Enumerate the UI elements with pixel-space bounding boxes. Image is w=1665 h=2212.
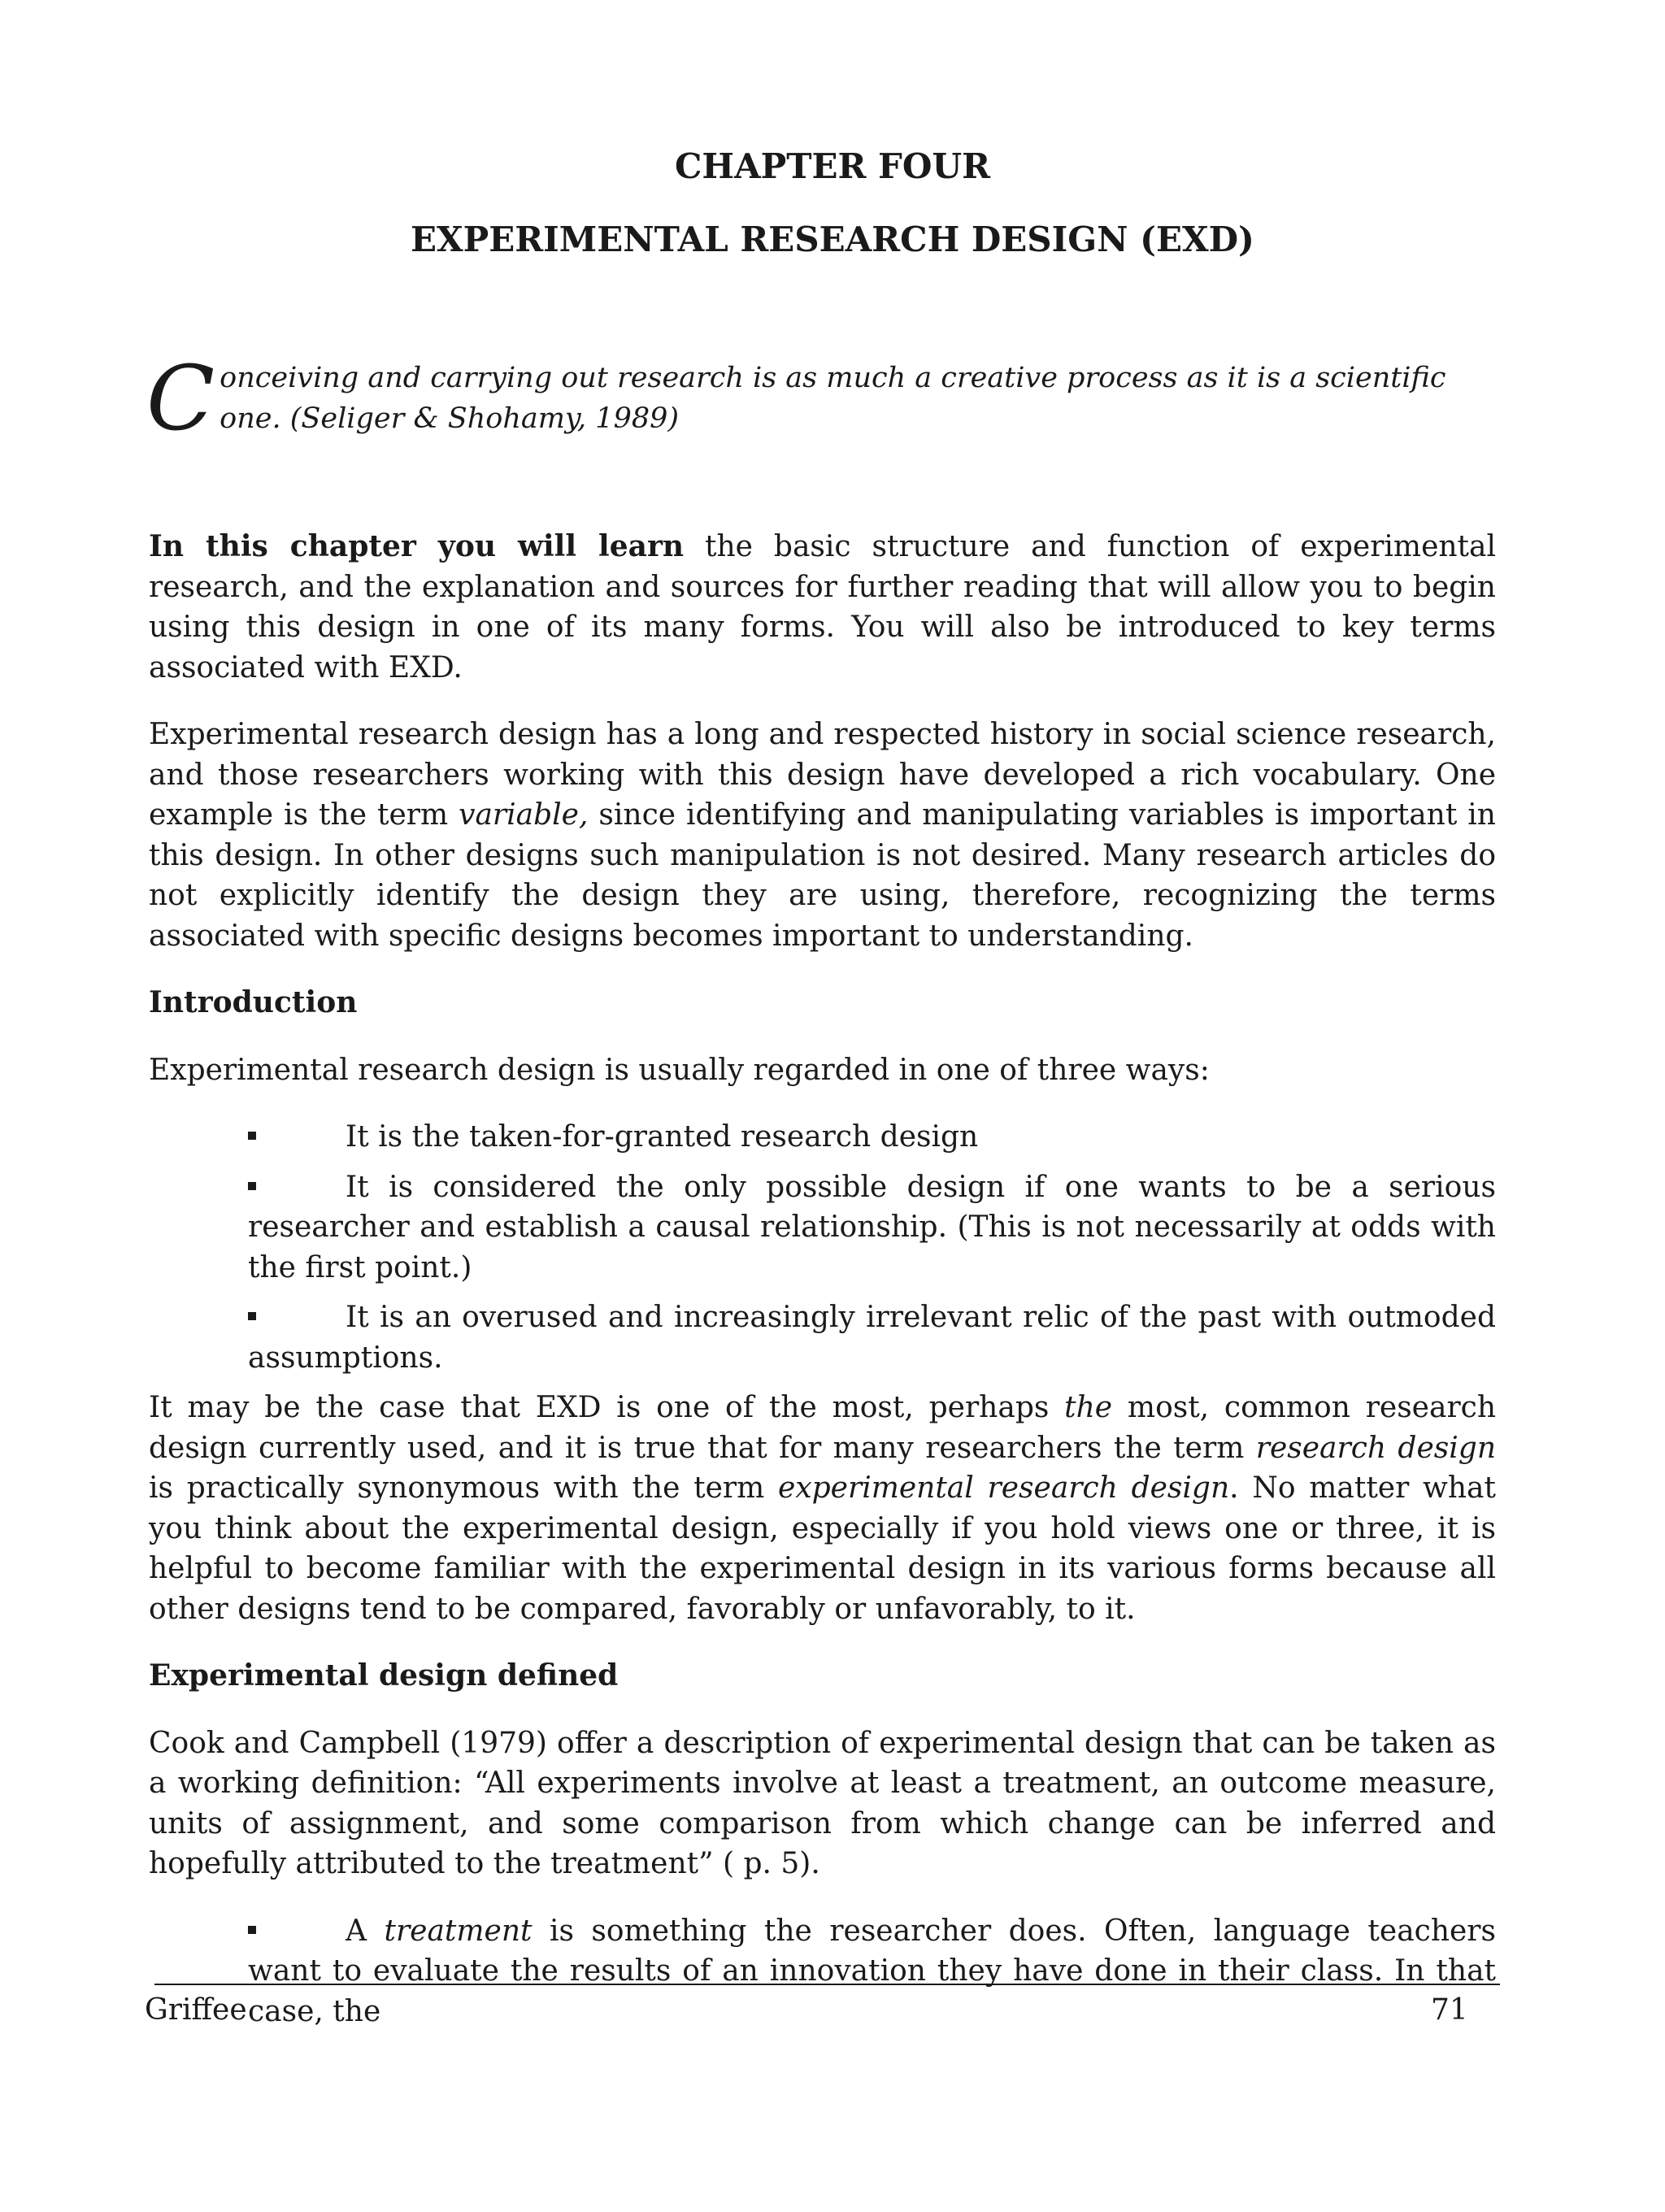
footer-divider	[154, 1984, 1500, 1985]
treatment-text-b: is something the researcher does. Often, language teachers want to evaluate the results of an innovation they have done in their class. In that case, the	[248, 1914, 1496, 2028]
vocabulary-paragraph	[149, 715, 1496, 956]
page-number: 71	[1431, 1993, 1468, 2027]
epigraph-text: onceiving and carrying out research is as much a creative process as it is a scientific one. (Seliger & Shohamy, 1989)	[220, 362, 1446, 435]
epigraph-dropcap: C	[146, 346, 215, 450]
exd-text-d: . No matter what you think about the experimental design, especially if you hold views one or three, it is helpful to become familiar with the experimental design in its various forms because all other designs tend to be compared, favorably or unfavorably, to it.	[149, 1471, 1496, 1626]
list-item-text: It is the taken-for-granted research design	[346, 1120, 979, 1154]
para2-italic: variable,	[459, 798, 589, 832]
square-bullet-icon	[248, 1182, 256, 1190]
chapter-number: CHAPTER FOUR	[674, 146, 990, 186]
definition-paragraph: Cook and Campbell (1979) offer a description of experimental design that can be taken as a working definition: “All experiments involve at least a treatment, an outcome measure, units of assignment, and some comparison from which change can be inferred and hopefully attributed to the treatment” ( p. 5).	[149, 1726, 1496, 1880]
three-ways-list	[149, 1117, 1496, 1378]
body-text	[149, 527, 1496, 2041]
list-item-text: It is considered the only possible design if one wants to be a serious researcher and establish a causal relationship. (This is not necessarily at odds with the first point.)	[248, 1170, 1496, 1284]
intro-lead: In this chapter you will learn	[149, 529, 685, 563]
intro-rest: the basic structure and function of experimental research, and the explanation and sources for further reading that will allow you to begin using this design in one of its many forms. You will also be introduced to key terms associated with EXD.	[149, 530, 1497, 684]
list-item	[248, 1911, 1496, 2032]
para2-text-b: since identifying and manipulating variables is important in this design. In other designs such manipulation is not desired. Many research articles do not explicitly identify the design they are using, therefore, recognizing the terms associated with specific designs becomes important to understanding.	[149, 798, 1496, 953]
exd-text-b: most, common research design currently used, and it is true that for many researchers the term	[149, 1391, 1497, 1465]
list-item-text: It is an overused and increasingly irrelevant relic of the past with outmoded assumptions.	[248, 1301, 1496, 1375]
section-heading-introduction: Introduction	[149, 985, 358, 1019]
exd-italic-2: research design	[1255, 1431, 1497, 1465]
list-item	[248, 1167, 1496, 1289]
list-item	[248, 1297, 1496, 1378]
list-item	[248, 1117, 1496, 1158]
epigraph	[146, 346, 1496, 450]
square-bullet-icon	[248, 1132, 256, 1140]
footer-author: Griffee	[145, 1993, 247, 2027]
square-bullet-icon	[248, 1312, 256, 1320]
exd-italic-3: experimental research design	[778, 1471, 1230, 1505]
introduction-lead: Experimental research design is usually regarded in one of three ways:	[149, 1053, 1210, 1087]
intro-paragraph	[149, 527, 1496, 688]
treatment-text-a: A	[346, 1914, 385, 1948]
square-bullet-icon	[248, 1926, 256, 1934]
chapter-title: EXPERIMENTAL RESEARCH DESIGN (EXD)	[411, 219, 1254, 259]
treatment-italic: treatment	[384, 1914, 533, 1948]
para2-text-a: Experimental research design has a long and respected history in social science research, and those researchers working with this design have developed a rich vocabulary. One example is the term	[149, 718, 1496, 832]
exd-text-c: is practically synonymous with the term	[149, 1471, 779, 1505]
section-heading-definition: Experimental design defined	[149, 1658, 619, 1693]
exd-text-a: It may be the case that EXD is one of the most, perhaps	[149, 1391, 1065, 1424]
exd-italic-1: the	[1064, 1391, 1113, 1424]
exd-paragraph	[149, 1388, 1496, 1629]
definition-list	[149, 1911, 1496, 2032]
